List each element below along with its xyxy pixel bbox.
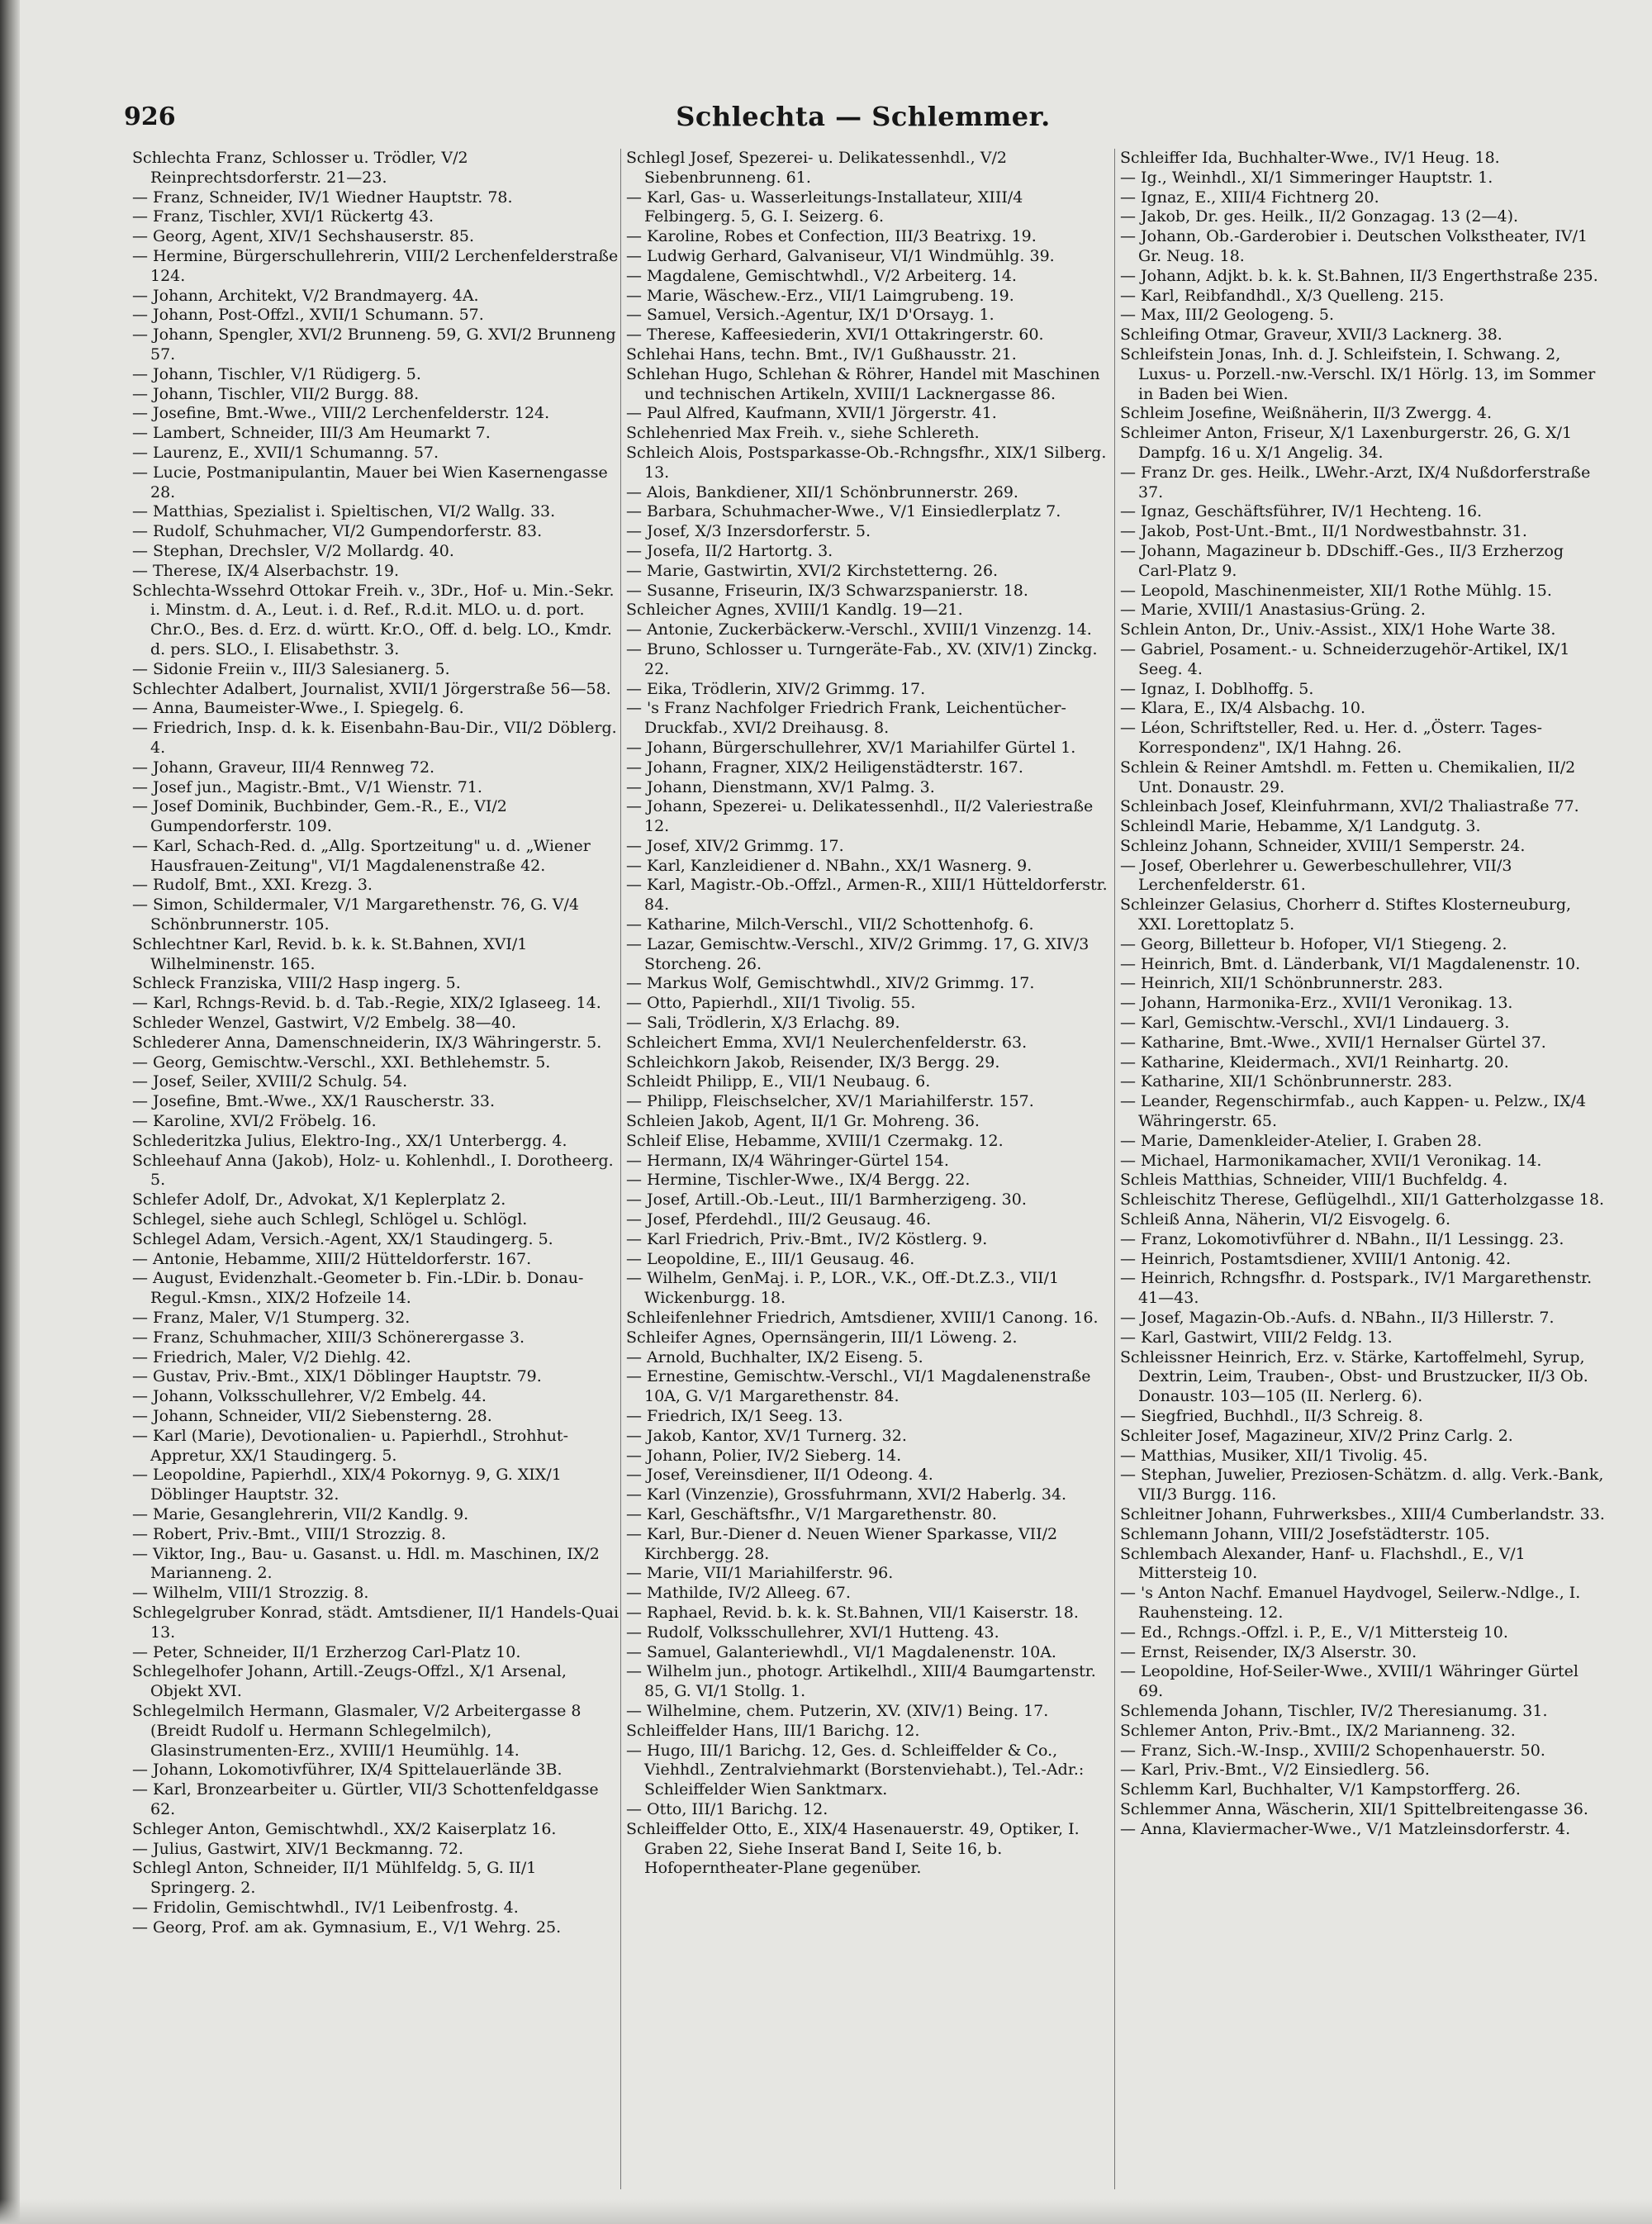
directory-entry: Schleiffelder Otto, E., XIX/4 Hasenauerstr. 49, Optiker, I. Graben 22, Siehe Inserat Band I, Seite 16, b. Hofoperntheater-Plane gegenüber. <box>626 1819 1080 1878</box>
directory-entry: — Marie, Wäschew.-Erz., VII/1 Laimgrubeng. 19. <box>626 286 1014 305</box>
directory-entry: — Hermann, IX/4 Währinger-Gürtel 154. <box>626 1151 949 1170</box>
directory-entry: — Lambert, Schneider, III/3 Am Heumarkt 7. <box>132 424 491 443</box>
directory-entry: Schleinzer Gelasius, Chorherr d. Stiftes Klosterneuburg, XXI. Lorettoplatz 5. <box>1120 896 1572 934</box>
directory-entry: — Therese, Kaffeesiederin, XVI/1 Ottakringerstr. 60. <box>626 326 1044 345</box>
directory-entry: — Matthias, Spezialist i. Spieltischen, VI/2 Wallg. 33. <box>132 502 556 521</box>
directory-entry: — Jakob, Post-Unt.-Bmt., II/1 Nordwestbahnstr. 31. <box>1120 522 1527 541</box>
directory-entry: — Franz, Maler, V/1 Stumperg. 32. <box>132 1309 411 1328</box>
directory-entry: — Raphael, Revid. b. k. k. St.Bahnen, VII/1 Kaiserstr. 18. <box>626 1603 1079 1622</box>
directory-entry: Schleck Franziska, VIII/2 Hasp ingerg. 5. <box>132 974 461 993</box>
directory-entry: Schlein Anton, Dr., Univ.-Assist., XIX/1 Hohe Warte 38. <box>1120 620 1556 639</box>
directory-entry: — Franz, Schneider, IV/1 Wiedner Hauptstr. 78. <box>132 188 513 207</box>
directory-entry: — Katharine, Kleidermach., XVI/1 Reinhartg. 20. <box>1120 1053 1509 1072</box>
directory-entry: — Jakob, Dr. ges. Heilk., II/2 Gonzagag. 13 (2—4). <box>1120 207 1519 226</box>
directory-entry: Schleder Wenzel, Gastwirt, V/2 Embelg. 38—40. <box>132 1014 516 1033</box>
directory-entry: — Heinrich, Bmt. d. Länderbank, VI/1 Magdalenenstr. 10. <box>1120 954 1581 973</box>
directory-entry: — Antonie, Hebamme, XIII/2 Hütteldorferstr. 167. <box>132 1249 532 1268</box>
directory-entry: — Jakob, Kantor, XV/1 Turnerg. 32. <box>626 1426 907 1445</box>
directory-entry: — Arnold, Buchhalter, IX/2 Eiseng. 5. <box>626 1347 923 1366</box>
directory-entry: Schleiffelder Hans, III/1 Barichg. 12. <box>626 1721 920 1740</box>
directory-entry: — Klara, E., IX/4 Alsbachg. 10. <box>1120 699 1366 718</box>
directory-entry: — Susanne, Friseurin, IX/3 Schwarzspanierstr. 18. <box>626 581 1028 600</box>
directory-entry: Schleiß Anna, Näherin, VI/2 Eisvogelg. 6. <box>1120 1210 1451 1229</box>
directory-entry: — Georg, Billetteur b. Hofoper, VI/1 Stiegeng. 2. <box>1120 934 1507 953</box>
directory-entry: — Stephan, Drechsler, V/2 Mollardg. 40. <box>132 541 454 560</box>
directory-entry: — Antonie, Zuckerbäckerw.-Verschl., XVIII/1 Vinzenzg. 14. <box>626 620 1092 639</box>
directory-entry: — Friedrich, IX/1 Seeg. 13. <box>626 1407 843 1425</box>
page-header <box>124 97 1602 144</box>
directory-entry: — Anna, Klaviermacher-Wwe., V/1 Matzleinsdorferstr. 4. <box>1120 1819 1571 1838</box>
directory-entry: Schleichkorn Jakob, Reisender, IX/3 Bergg. 29. <box>626 1053 1000 1072</box>
directory-entry: — Gabriel, Posament.- u. Schneiderzugehör-Artikel, IX/1 Seeg. 4. <box>1120 639 1570 678</box>
directory-entry: — Otto, III/1 Barichg. 12. <box>626 1799 828 1818</box>
column-divider <box>620 149 621 2189</box>
directory-entry: Schlegelhofer Johann, Artill.-Zeugs-Offzl., X/1 Arsenal, Objekt XVI. <box>132 1662 567 1701</box>
directory-entry: — Johann, Polier, IV/2 Sieberg. 14. <box>626 1446 902 1465</box>
directory-entry: — Karoline, Robes et Confection, III/3 Beatrixg. 19. <box>626 227 1037 246</box>
directory-entry: — Katharine, XII/1 Schönbrunnerstr. 283. <box>1120 1072 1453 1091</box>
directory-entry: — Mathilde, IV/2 Alleeg. 67. <box>626 1584 851 1603</box>
directory-entry: — Johann, Adjkt. b. k. k. St.Bahnen, II/3 Engerthstraße 235. <box>1120 266 1598 285</box>
directory-entry: — Philipp, Fleischselcher, XV/1 Mariahilferstr. 157. <box>626 1092 1034 1111</box>
directory-entry: Schleidt Philipp, E., VII/1 Neubaug. 6. <box>626 1072 931 1091</box>
directory-entry: — Johann, Bürgerschullehrer, XV/1 Mariahilfer Gürtel 1. <box>626 738 1076 757</box>
directory-entry: — Therese, IX/4 Alserbachstr. 19. <box>132 561 400 580</box>
directory-entry: — Johann, Tischler, VII/2 Burgg. 88. <box>132 384 420 403</box>
directory-entry: — Paul Alfred, Kaufmann, XVII/1 Jörgerstr. 41. <box>626 404 997 423</box>
directory-entry: Schlein & Reiner Amtshdl. m. Fetten u. Chemikalien, II/2 Unt. Donaustr. 29. <box>1120 758 1576 796</box>
column-divider <box>1114 149 1115 2189</box>
directory-entry: Schlegel Adam, Versich.-Agent, XX/1 Staudingerg. 5. <box>132 1229 553 1248</box>
directory-entry: Schlefer Adolf, Dr., Advokat, X/1 Keplerplatz 2. <box>132 1190 506 1209</box>
directory-entry: Schlechtner Karl, Revid. b. k. k. St.Bahnen, XVI/1 Wilhelminenstr. 165. <box>132 934 528 973</box>
directory-entry: — Franz, Lokomotivführer d. NBahn., II/1 Lessingg. 23. <box>1120 1229 1564 1248</box>
directory-entry: — Karl, Priv.-Bmt., V/2 Einsiedlerg. 56. <box>1120 1761 1430 1780</box>
directory-entry: — Eika, Trödlerin, XIV/2 Grimmg. 17. <box>626 679 926 698</box>
directory-entry: — Sali, Trödlerin, X/3 Erlachg. 89. <box>626 1014 900 1033</box>
directory-entry: — Josef, Artill.-Ob.-Leut., III/1 Barmherzigeng. 30. <box>626 1190 1027 1209</box>
directory-entry: — Marie, Damenkleider-Atelier, I. Graben 28. <box>1120 1131 1482 1150</box>
directory-entry: — Franz, Tischler, XVI/1 Rückertg 43. <box>132 207 434 226</box>
directory-entry: — Samuel, Versich.-Agentur, IX/1 D'Orsayg. 1. <box>626 306 995 325</box>
directory-entry: — Karl (Marie), Devotionalien- u. Papierhdl., Strohhut-Appretur, XX/1 Staudingerg. 5. <box>132 1426 568 1465</box>
directory-entry: — Wilhelmine, chem. Putzerin, XV. (XIV/1) Being. 17. <box>626 1701 1049 1720</box>
column-middle <box>626 149 1113 1879</box>
directory-entry: Schleien Jakob, Agent, II/1 Gr. Mohreng. 36. <box>626 1112 980 1131</box>
directory-entry: — Karl, Kanzleidiener d. NBahn., XX/1 Wasnerg. 9. <box>626 856 1032 875</box>
directory-entry: — Marie, Gesanglehrerin, VII/2 Kandlg. 9. <box>132 1504 469 1523</box>
directory-entry: Schleehauf Anna (Jakob), Holz- u. Kohlenhdl., I. Dorotheerg. 5. <box>132 1151 614 1190</box>
directory-entry: — Gustav, Priv.-Bmt., XIX/1 Döblinger Hauptstr. 79. <box>132 1367 542 1386</box>
directory-entry: — Heinrich, Postamtsdiener, XVIII/1 Antonig. 42. <box>1120 1249 1511 1268</box>
directory-entry: Schlehan Hugo, Schlehan & Röhrer, Handel mit Maschinen und technischen Artikeln, XVIII/1 Lacknergasse 86. <box>626 364 1100 403</box>
directory-entry: Schleim Josefine, Weißnäherin, II/3 Zwergg. 4. <box>1120 404 1493 423</box>
directory-entry: — Lazar, Gemischtw.-Verschl., XIV/2 Grimmg. 17, G. XIV/3 Storcheng. 26. <box>626 934 1089 973</box>
directory-entry: — Georg, Agent, XIV/1 Sechshauserstr. 85. <box>132 227 475 246</box>
directory-entry: — Fridolin, Gemischtwhdl., IV/1 Leibenfrostg. 4. <box>132 1898 519 1917</box>
directory-entry: — Johann, Volksschullehrer, V/2 Embelg. 44. <box>132 1387 487 1406</box>
directory-entry: — Wilhelm, VIII/1 Strozzig. 8. <box>132 1584 369 1603</box>
directory-entry: — Karl, Gas- u. Wasserleitungs-Installateur, XIII/4 Felbingerg. 5, G. I. Seizerg. 6. <box>626 188 1023 226</box>
directory-entry: — Franz Dr. ges. Heilk., LWehr.-Arzt, IX/4 Nußdorferstraße 37. <box>1120 463 1591 501</box>
directory-entry: — Karl, Bur.-Diener d. Neuen Wiener Sparkasse, VII/2 Kirchbergg. 28. <box>626 1524 1058 1563</box>
column-left <box>132 149 620 1938</box>
directory-entry: — Franz, Sich.-W.-Insp., XVIII/2 Schopenhauerstr. 50. <box>1120 1741 1545 1760</box>
directory-entry: — Ed., Rchngs.-Offzl. i. P., E., V/1 Mittersteig 10. <box>1120 1623 1508 1642</box>
directory-entry: — Franz, Schuhmacher, XIII/3 Schönerergasse 3. <box>132 1328 525 1347</box>
directory-entry: Schleischitz Therese, Geflügelhdl., XII/1 Gatterholzgasse 18. <box>1120 1190 1605 1209</box>
directory-entry: — Marie, Gastwirtin, XVI/2 Kirchstetterng. 26. <box>626 561 999 580</box>
directory-entry: Schleiffer Ida, Buchhalter-Wwe., IV/1 Heug. 18. <box>1120 149 1500 167</box>
directory-entry: — Johann, Harmonika-Erz., XVII/1 Veronikag. 13. <box>1120 994 1513 1013</box>
directory-entry: — Ignaz, I. Doblhoffg. 5. <box>1120 679 1314 698</box>
directory-entry: Schleich Alois, Postsparkasse-Ob.-Rchngsfhr., XIX/1 Silberg. 13. <box>626 443 1107 482</box>
directory-entry: — Josef, Seiler, XVIII/2 Schulg. 54. <box>132 1072 408 1091</box>
directory-entry: Schlegelgruber Konrad, städt. Amtsdiener, II/1 Handels-Quai 13. <box>132 1603 620 1642</box>
directory-entry: — Marie, VII/1 Mariahilferstr. 96. <box>626 1564 894 1583</box>
directory-entry: — Rudolf, Volksschullehrer, XVI/1 Hutteng. 43. <box>626 1623 999 1642</box>
directory-entry: Schleifstein Jonas, Inh. d. J. Schleifstein, I. Schwang. 2, Luxus- u. Porzell.-nw.-Verschl. IX/1 Hörlg. 13, im Sommer in Baden bei Wien. <box>1120 345 1596 403</box>
directory-entry: — Johann, Dienstmann, XV/1 Palmg. 3. <box>626 777 935 796</box>
directory-entry: — Karl, Geschäftsfhr., V/1 Margarethenstr. 80. <box>626 1504 997 1523</box>
directory-entry: — Robert, Priv.-Bmt., VIII/1 Strozzig. 8. <box>132 1524 447 1543</box>
directory-entry: — Johann, Magazineur b. DDschiff.-Ges., II/3 Erzherzog Carl-Platz 9. <box>1120 541 1564 580</box>
directory-entry: — Rudolf, Bmt., XXI. Krezg. 3. <box>132 876 373 895</box>
directory-entry: — Samuel, Galanteriewhdl., VI/1 Magdalenenstr. 10A. <box>626 1642 1056 1661</box>
directory-entry: — Michael, Harmonikamacher, XVII/1 Veronikag. 14. <box>1120 1151 1542 1170</box>
directory-entry: Schleichert Emma, XVI/1 Neulerchenfelderstr. 63. <box>626 1033 1028 1052</box>
directory-entry: Schlegelmilch Hermann, Glasmaler, V/2 Arbeitergasse 8 (Breidt Rudolf u. Hermann Schlegelmilch), Glasinstrumenten-Erz., XVIII/1 Heumühlg. 14. <box>132 1701 582 1760</box>
directory-entry: — Barbara, Schuhmacher-Wwe., V/1 Einsiedlerplatz 7. <box>626 502 1061 521</box>
directory-entry: Schleissner Heinrich, Erz. v. Stärke, Kartoffelmehl, Syrup, Dextrin, Leim, Trauben-, Obst- und Brustzucker, II/3 Ob. Donaustr. 103—105 (II. Nerlerg. 6). <box>1120 1347 1588 1406</box>
directory-entry: — Heinrich, XII/1 Schönbrunnerstr. 283. <box>1120 974 1443 993</box>
directory-entry: — Karl, Magistr.-Ob.-Offzl., Armen-R., XIII/1 Hütteldorferstr. 84. <box>626 876 1108 915</box>
directory-entry: Schlechter Adalbert, Journalist, XVII/1 Jörgerstraße 56—58. <box>132 679 611 698</box>
directory-entry: Schleifenlehner Friedrich, Amtsdiener, XVIII/1 Canong. 16. <box>626 1309 1099 1328</box>
directory-entry: Schleifing Otmar, Graveur, XVII/3 Lacknerg. 38. <box>1120 326 1502 345</box>
directory-entry: — Hermine, Tischler-Wwe., IX/4 Bergg. 22. <box>626 1171 971 1190</box>
directory-entry: — Karl, Schach-Red. d. „Allg. Sportzeitung" u. d. „Wiener Hausfrauen-Zeitung", VI/1 Magdalenenstraße 42. <box>132 836 591 875</box>
page-bottom-shade <box>0 2199 1652 2224</box>
directory-entry: — Karl, Bronzearbeiter u. Gürtler, VII/3 Schottenfeldgasse 62. <box>132 1780 599 1818</box>
directory-entry: — Katharine, Bmt.-Wwe., XVII/1 Hernalser Gürtel 37. <box>1120 1033 1546 1052</box>
directory-entry: — Johann, Spezerei- u. Delikatessenhdl., II/2 Valeriestraße 12. <box>626 797 1094 836</box>
directory-entry: Schlechta-Wssehrd Ottokar Freih. v., 3Dr., Hof- u. Min.-Sekr. i. Minstm. d. A., Leut. i. d. Ref., R.d.it. MLO. u. d. port. Chr.O., Bes. d. Erz. d. württ. Kr.O., Off. d. belg. LO., Kmdr. d. pers. SLO., I. Elisabethstr. 3. <box>132 581 615 658</box>
directory-entry: — Karl (Vinzenzie), Grossfuhrmann, XVI/2 Haberlg. 34. <box>626 1485 1067 1504</box>
directory-entry: — Bruno, Schlosser u. Turngeräte-Fab., XV. (XIV/1) Zinckg. 22. <box>626 639 1098 678</box>
directory-entry: — Anna, Baumeister-Wwe., I. Spiegelg. 6. <box>132 699 464 718</box>
directory-entry: — 's Anton Nachf. Emanuel Haydvogel, Seilerw.-Ndlge., I. Rauhensteing. 12. <box>1120 1584 1581 1622</box>
directory-entry: — Josef Dominik, Buchbinder, Gem.-R., E., VI/2 Gumpendorferstr. 109. <box>132 797 507 836</box>
directory-entry: — Laurenz, E., XVII/1 Schumanng. 57. <box>132 443 439 462</box>
directory-entry: Schleger Anton, Gemischtwhdl., XX/2 Kaiserplatz 16. <box>132 1819 557 1838</box>
directory-entry: — Josef, XIV/2 Grimmg. 17. <box>626 836 844 855</box>
directory-entry: — Josefine, Bmt.-Wwe., VIII/2 Lerchenfelderstr. 124. <box>132 404 550 423</box>
directory-entry: — Josef, Oberlehrer u. Gewerbeschullehrer, VII/3 Lerchenfelderstr. 61. <box>1120 856 1512 895</box>
directory-entry: — Ernestine, Gemischtw.-Verschl., VI/1 Magdalenenstraße 10A, G. V/1 Margarethenstr. 84. <box>626 1367 1091 1406</box>
directory-entry: Schlemenda Johann, Tischler, IV/2 Theresianumg. 31. <box>1120 1701 1548 1720</box>
directory-entry: — Johann, Lokomotivführer, IX/4 Spittelauerlände 3B. <box>132 1761 563 1780</box>
directory-entry: — Magdalene, Gemischtwhdl., V/2 Arbeiterg. 14. <box>626 266 1017 285</box>
directory-entry: — Karl, Rchngs-Revid. b. d. Tab.-Regie, XIX/2 Iglaseeg. 14. <box>132 994 601 1013</box>
directory-entry: — Josef, X/3 Inzersdorferstr. 5. <box>626 522 871 541</box>
directory-entry: Schlederer Anna, Damenschneiderin, IX/3 Währingerstr. 5. <box>132 1033 602 1052</box>
directory-entry: — Johann, Schneider, VII/2 Siebensterng. 28. <box>132 1407 492 1425</box>
directory-entry: — Karl Friedrich, Priv.-Bmt., IV/2 Köstlerg. 9. <box>626 1229 988 1248</box>
directory-entry: — Peter, Schneider, II/1 Erzherzog Carl-Platz 10. <box>132 1642 521 1661</box>
directory-entry: — Max, III/2 Geologeng. 5. <box>1120 306 1335 325</box>
directory-entry: — Léon, Schriftsteller, Red. u. Her. d. „Österr. Tages-Korrespondenz", IX/1 Hahng. 26. <box>1120 719 1543 757</box>
directory-entry: — Leopold, Maschinenmeister, XII/1 Rothe Mühlg. 15. <box>1120 581 1552 600</box>
directory-entry: Schlederitzka Julius, Elektro-Ing., XX/1 Unterbergg. 4. <box>132 1131 567 1150</box>
directory-entry: — Josef jun., Magistr.-Bmt., V/1 Wienstr. 71. <box>132 777 482 796</box>
directory-entry: — Viktor, Ing., Bau- u. Gasanst. u. Hdl. m. Maschinen, IX/2 Marianneng. 2. <box>132 1544 600 1583</box>
directory-entry: — Leopoldine, E., III/1 Geusaug. 46. <box>626 1249 915 1268</box>
directory-entry: — Karoline, XVI/2 Fröbelg. 16. <box>132 1112 377 1131</box>
directory-entry: — Leopoldine, Hof-Seiler-Wwe., XVIII/1 Währinger Gürtel 69. <box>1120 1662 1578 1701</box>
directory-entry: Schleinz Johann, Schneider, XVIII/1 Semperstr. 24. <box>1120 836 1526 855</box>
directory-entry: — Wilhelm, GenMaj. i. P., LOR., V.K., Off.-Dt.Z.3., VII/1 Wickenburgg. 18. <box>626 1269 1060 1308</box>
directory-entry: — Ignaz, Geschäftsführer, IV/1 Hechteng. 16. <box>1120 502 1483 521</box>
directory-entry: — Ernst, Reisender, IX/3 Alserstr. 30. <box>1120 1642 1417 1661</box>
directory-entry: — Stephan, Juwelier, Preziosen-Schätzm. d. allg. Verk.-Bank, VII/3 Burgg. 116. <box>1120 1466 1604 1504</box>
directory-entry: — Matthias, Musiker, XII/1 Tivolig. 45. <box>1120 1446 1428 1465</box>
directory-entry: — Friedrich, Insp. d. k. k. Eisenbahn-Bau-Dir., VII/2 Döblerg. 4. <box>132 719 617 757</box>
directory-entry: — Leopoldine, Papierhdl., XIX/4 Pokornyg. 9, G. XIX/1 Döblinger Hauptstr. 32. <box>132 1466 562 1504</box>
directory-entry: — Heinrich, Rchngsfhr. d. Postspark., IV/1 Margarethenstr. 41—43. <box>1120 1269 1593 1308</box>
page-binding-edge <box>0 0 20 2224</box>
directory-entry: Schleiter Josef, Magazineur, XIV/2 Prinz Carlg. 2. <box>1120 1426 1513 1445</box>
directory-entry: — Simon, Schildermaler, V/1 Margarethenstr. 76, G. V/4 Schönbrunnerstr. 105. <box>132 896 579 934</box>
directory-entry: — Johann, Fragner, XIX/2 Heiligenstädterstr. 167. <box>626 758 1023 777</box>
directory-entry: Schleinbach Josef, Kleinfuhrmann, XVI/2 Thaliastraße 77. <box>1120 797 1579 816</box>
directory-entry: — Josef, Vereinsdiener, II/1 Odeong. 4. <box>626 1466 933 1485</box>
directory-entry: — Karl, Reibfandhdl., X/3 Quelleng. 215. <box>1120 286 1445 305</box>
directory-entry: — Georg, Gemischtw.-Verschl., XXI. Bethlehemstr. 5. <box>132 1053 551 1072</box>
directory-entry: Schleis Matthias, Schneider, VIII/1 Buchfeldg. 4. <box>1120 1171 1508 1190</box>
directory-entry: — Rudolf, Schuhmacher, VI/2 Gumpendorferstr. 83. <box>132 522 543 541</box>
directory-entry: — Ludwig Gerhard, Galvaniseur, VI/1 Windmühlg. 39. <box>626 246 1055 265</box>
directory-entry: Schlemm Karl, Buchhalter, V/1 Kampstorfferg. 26. <box>1120 1780 1521 1799</box>
directory-entry: — Ignaz, E., XIII/4 Fichtnerg 20. <box>1120 188 1379 207</box>
directory-entry: — Johann, Tischler, V/1 Rüdigerg. 5. <box>132 364 421 383</box>
directory-entry: Schlechta Franz, Schlosser u. Trödler, V/2 Reinprechtsdorferstr. 21—23. <box>132 149 468 187</box>
page-number: 926 <box>124 102 176 131</box>
directory-entry: Schlegl Anton, Schneider, II/1 Mühlfeldg. 5, G. II/1 Springerg. 2. <box>132 1859 537 1898</box>
directory-entry: Schleicher Agnes, XVIII/1 Kandlg. 19—21. <box>626 601 963 620</box>
directory-entry: Schlembach Alexander, Hanf- u. Flachshdl., E., V/1 Mittersteig 10. <box>1120 1544 1526 1583</box>
directory-entry: — Karl, Gastwirt, VIII/2 Feldg. 13. <box>1120 1328 1393 1347</box>
directory-entry: Schlehai Hans, techn. Bmt., IV/1 Gußhausstr. 21. <box>626 345 1017 364</box>
directory-entry: — August, Evidenzhalt.-Geometer b. Fin.-LDir. b. Donau-Regul.-Kmsn., XIX/2 Hofzeile 14. <box>132 1269 584 1308</box>
directory-entry: — Johann, Graveur, III/4 Rennweg 72. <box>132 758 435 777</box>
directory-entry: Schleitner Johann, Fuhrwerksbes., XIII/4 Cumberlandstr. 33. <box>1120 1504 1605 1523</box>
directory-entry: — Karl, Gemischtw.-Verschl., XVI/1 Lindauerg. 3. <box>1120 1014 1510 1033</box>
directory-entry: — Leander, Regenschirmfab., auch Kappen- u. Pelzw., IX/4 Währingerstr. 65. <box>1120 1092 1587 1131</box>
directory-entry: Schlegl Josef, Spezerei- u. Delikatessenhdl., V/2 Siebenbrunneng. 61. <box>626 149 1007 187</box>
directory-entry: — Julius, Gastwirt, XIV/1 Beckmanng. 72. <box>132 1839 464 1858</box>
directory-entry: — Josefa, II/2 Hartortg. 3. <box>626 541 833 560</box>
directory-entry: — Alois, Bankdiener, XII/1 Schönbrunnerstr. 269. <box>626 482 1018 501</box>
directory-entry: — 's Franz Nachfolger Friedrich Frank, Leichentücher-Druckfab., XVI/2 Dreihausg. 8. <box>626 699 1066 738</box>
directory-entry: — Ig., Weinhdl., XI/1 Simmeringer Hauptstr. 1. <box>1120 168 1493 187</box>
directory-entry: — Hugo, III/1 Barichg. 12, Ges. d. Schleiffelder & Co., Viehhdl., Zentralviehmarkt (Borstenviehabt.), Tel.-Adr.: Schleiffelder Wien Sanktmarx. <box>626 1741 1085 1799</box>
directory-entry: — Sidonie Freiin v., III/3 Salesianerg. 5. <box>132 659 450 678</box>
directory-entry: Schleimer Anton, Friseur, X/1 Laxenburgerstr. 26, G. X/1 Dampfg. 16 u. X/1 Angelig. 34. <box>1120 424 1573 462</box>
directory-entry: Schlemann Johann, VIII/2 Josefstädterstr. 105. <box>1120 1524 1490 1543</box>
running-head: Schlechta — Schlemmer. <box>676 101 1051 132</box>
directory-entry: — Hermine, Bürgerschullehrerin, VIII/2 Lerchenfelderstraße 124. <box>132 246 619 285</box>
directory-entry: — Josef, Magazin-Ob.-Aufs. d. NBahn., II/3 Hillerstr. 7. <box>1120 1309 1555 1328</box>
directory-entry: — Katharine, Milch-Verschl., VII/2 Schottenhofg. 6. <box>626 915 1034 934</box>
directory-entry: Schlemer Anton, Priv.-Bmt., IX/2 Marianneng. 32. <box>1120 1721 1516 1740</box>
directory-entry: — Johann, Post-Offzl., XVII/1 Schumann. 57. <box>132 306 484 325</box>
directory-entry: — Otto, Papierhdl., XII/1 Tivolig. 55. <box>626 994 916 1013</box>
directory-entry: — Josef, Pferdehdl., III/2 Geusaug. 46. <box>626 1210 932 1229</box>
directory-entry: — Marie, XVIII/1 Anastasius-Grüng. 2. <box>1120 601 1426 620</box>
directory-entry: Schleif Elise, Hebamme, XVIII/1 Czermakg. 12. <box>626 1131 1004 1150</box>
directory-entry: — Lucie, Postmanipulantin, Mauer bei Wien Kasernengasse 28. <box>132 463 608 501</box>
directory-entry: — Wilhelm jun., photogr. Artikelhdl., XIII/4 Baumgartenstr. 85, G. VI/1 Stollg. 1. <box>626 1662 1096 1701</box>
directory-entry: — Friedrich, Maler, V/2 Diehlg. 42. <box>132 1347 411 1366</box>
directory-entry: Schleifer Agnes, Opernsängerin, III/1 Löweng. 2. <box>626 1328 1018 1347</box>
directory-entry: Schlegel, siehe auch Schlegl, Schlögel u. Schlögl. <box>132 1210 528 1229</box>
directory-entry: — Johann, Spengler, XVI/2 Brunneng. 59, G. XVI/2 Brunneng 57. <box>132 326 616 364</box>
directory-entry: — Johann, Architekt, V/2 Brandmayerg. 4A. <box>132 286 479 305</box>
directory-entry: Schleindl Marie, Hebamme, X/1 Landgutg. 3. <box>1120 817 1481 836</box>
directory-entry: — Siegfried, Buchhdl., II/3 Schreig. 8. <box>1120 1407 1424 1425</box>
directory-entry: — Josefine, Bmt.-Wwe., XX/1 Rauscherstr. 33. <box>132 1092 496 1111</box>
column-right <box>1120 149 1607 1840</box>
directory-entry: — Georg, Prof. am ak. Gymnasium, E., V/1 Wehrg. 25. <box>132 1917 562 1936</box>
directory-entry: — Johann, Ob.-Garderobier i. Deutschen Volkstheater, IV/1 Gr. Neug. 18. <box>1120 227 1588 265</box>
directory-entry: Schlehenried Max Freih. v., siehe Schlereth. <box>626 424 980 443</box>
directory-entry: Schlemmer Anna, Wäscherin, XII/1 Spittelbreitengasse 36. <box>1120 1799 1588 1818</box>
directory-entry: — Markus Wolf, Gemischtwhdl., XIV/2 Grimmg. 17. <box>626 974 1035 993</box>
